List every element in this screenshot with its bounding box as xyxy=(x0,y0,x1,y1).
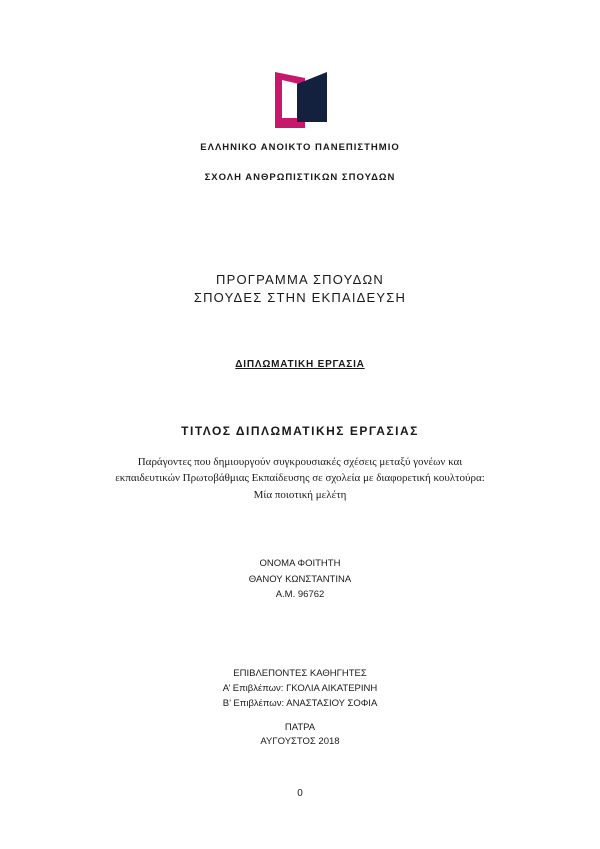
second-supervisor: Β’ Επιβλέπων: ΑΝΑΣΤΑΣΙΟΥ ΣΟΦΙΑ xyxy=(222,698,378,709)
program-name: ΣΠΟΥΔΕΣ ΣΤΗΝ ΕΚΠΑΙΔΕΥΣΗ xyxy=(193,290,407,305)
thesis-title-line: εκπαιδευτικών Πρωτοβάθμιας Εκπαίδευσης σε σχολεία με διαφορετική κουλτούρα: xyxy=(115,472,485,484)
university-name: ΕΛΛΗΝΙΚΟ ΑΝΟΙΚΤΟ ΠΑΝΕΠΙΣΤΗΜΙΟ xyxy=(200,142,400,153)
program-label: ΠΡΟΓΡΑΜΜΑ ΣΠΟΥΔΩΝ xyxy=(216,272,384,287)
student-id: Α.Μ. 96762 xyxy=(275,589,325,600)
title-heading: ΤΙΤΛΟΣ ΔΙΠΛΩΜΑΤΙΚΗΣ ΕΡΓΑΣΙΑΣ xyxy=(181,424,419,438)
supervisors-label: ΕΠΙΒΛΕΠΟΝΤΕΣ ΚΑΘΗΓΗΤΕΣ xyxy=(233,668,367,679)
school-name: ΣΧΟΛΗ ΑΝΘΡΩΠΙΣΤΙΚΩΝ ΣΠΟΥΔΩΝ xyxy=(204,172,396,183)
page-number: 0 xyxy=(297,788,303,799)
student-label: ΟΝΟΜΑ ΦΟΙΤΗΤΗ xyxy=(259,558,341,569)
university-logo xyxy=(275,70,327,128)
student-name: ΘΑΝΟΥ ΚΩΝΣΤΑΝΤΙΝΑ xyxy=(248,574,352,585)
thesis-title-line: Μία ποιοτική μελέτη xyxy=(253,489,347,501)
thesis-label: ΔΙΠΛΩΜΑΤΙΚΗ ΕΡΓΑΣΙΑ xyxy=(235,359,365,370)
thesis-title-line: Παράγοντες που δημιουργούν συγκρουσιακές σχέσεις μεταξύ γονέων και xyxy=(137,456,463,468)
place: ΠΑΤΡΑ xyxy=(284,722,316,733)
first-supervisor: Α’ Επιβλέπων: ΓΚΟΛΙΑ ΑΙΚΑΤΕΡΙΝΗ xyxy=(222,683,378,694)
date: ΑΥΓΟΥΣΤΟΣ 2018 xyxy=(260,736,340,747)
